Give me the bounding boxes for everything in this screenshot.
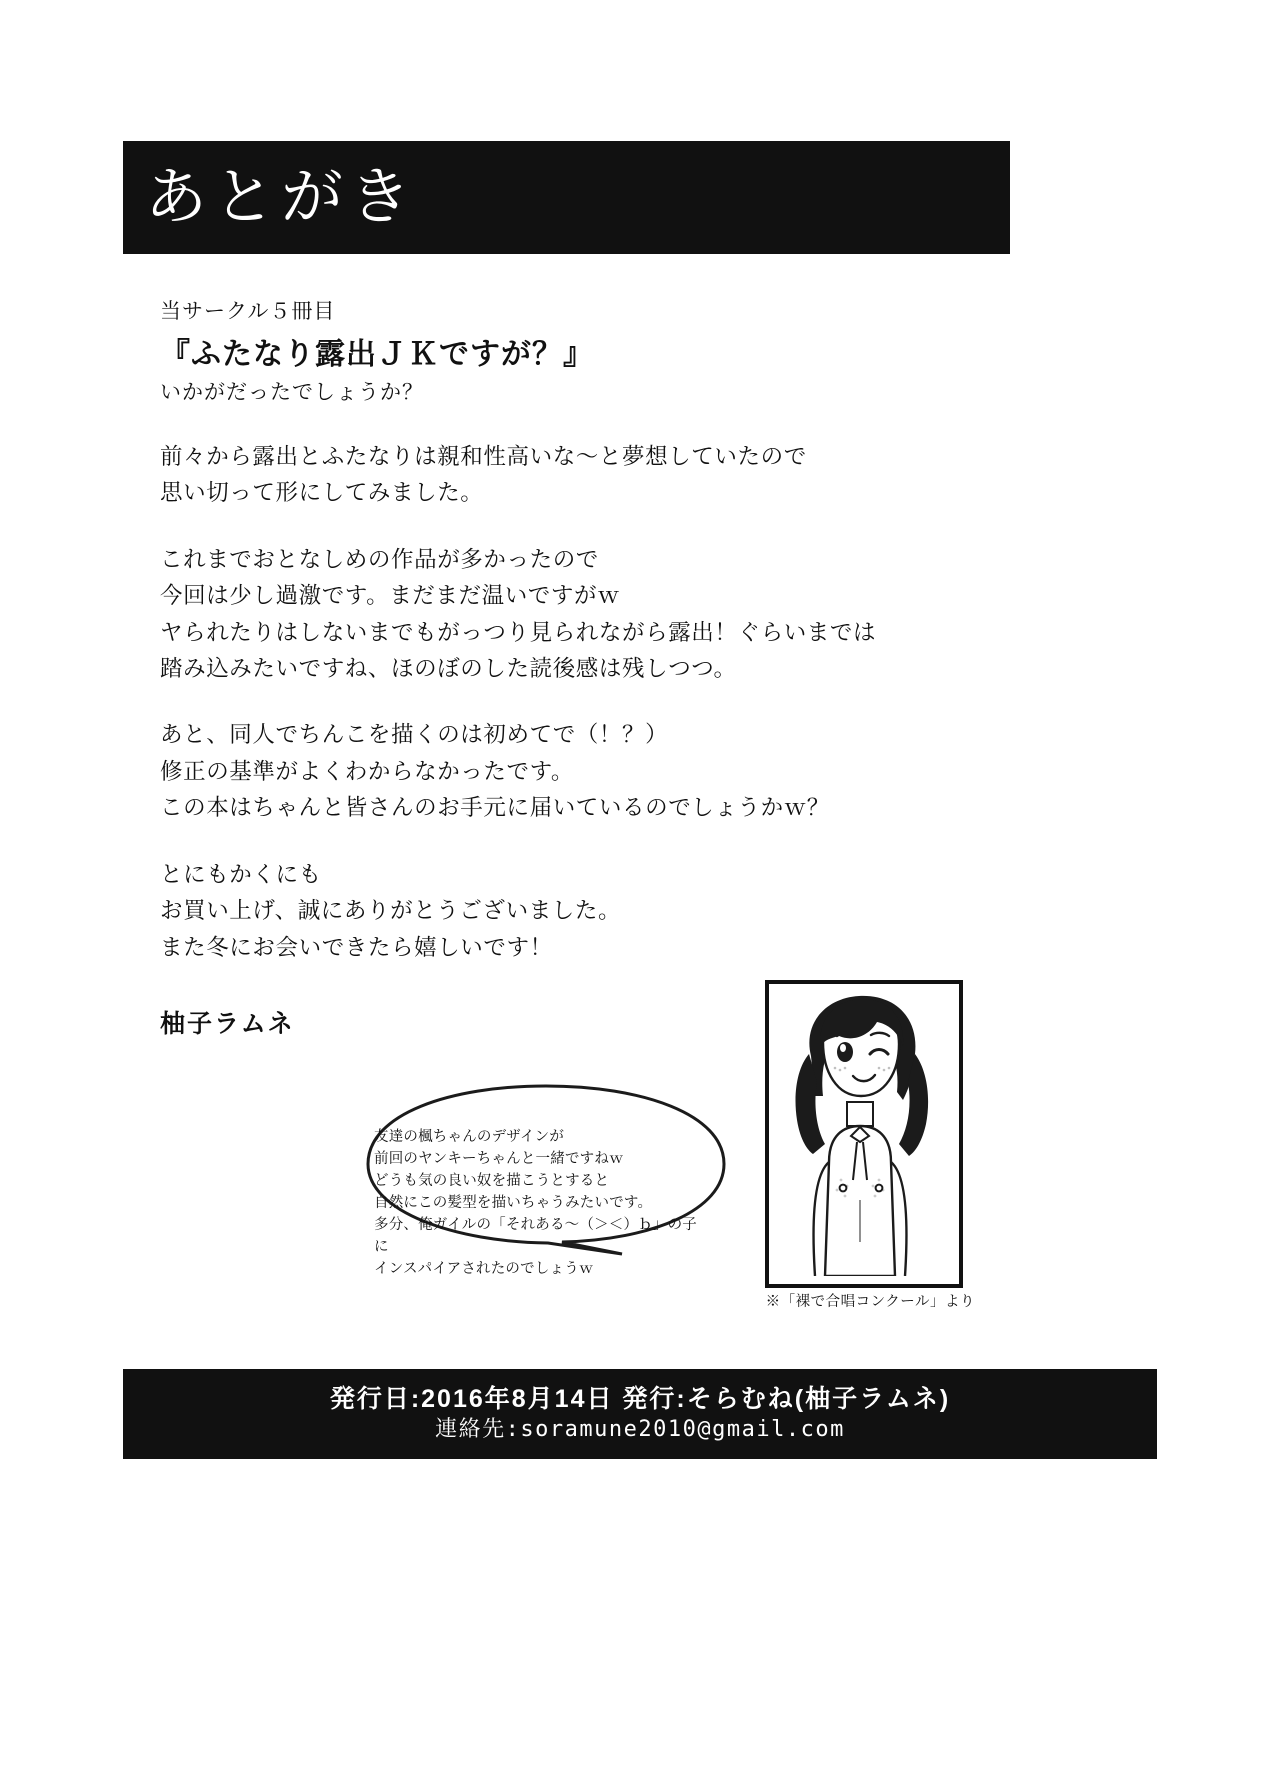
paragraph-line: 思い切って形にしてみました。	[160, 480, 484, 506]
balloon-line: インスパイアされたのでしょうｗ	[374, 1261, 594, 1278]
paragraph-1	[160, 439, 960, 512]
author-illustration	[765, 980, 963, 1288]
paragraph-4	[160, 857, 960, 966]
colophon-band	[123, 1369, 1157, 1459]
balloon-text	[374, 1126, 704, 1280]
author-signature: 柚子ラムネ	[160, 1010, 295, 1039]
paragraph-line: とにもかくにも	[160, 861, 322, 887]
paragraph-3	[160, 717, 960, 826]
balloon-line: 前回のヤンキーちゃんと一緒ですねｗ	[374, 1151, 624, 1168]
paragraph-line: これまでおとなしめの作品が多かったので	[160, 546, 599, 572]
paragraph-line: あと、同人でちんこを描くのは初めてで（！？）	[160, 722, 669, 748]
paragraph-line: 今回は少し過激です。まだまだ温いですがｗ	[160, 583, 621, 609]
afterword-header-band	[123, 141, 1010, 254]
circle-note: 当サークル５冊目	[160, 300, 336, 323]
paragraph-line: 踏み込みたいですね、ほのぼのした読後感は残しつつ。	[160, 656, 737, 681]
paragraph-2	[160, 542, 960, 688]
paragraph-line: この本はちゃんと皆さんのお手元に届いているのでしょうかｗ？	[160, 795, 830, 821]
paragraph-line: ヤられたりはしないまでもがっつり見られながら露出！ぐらいまでは	[160, 619, 877, 645]
work-title: 『ふたなり露出ＪＫですが？』	[160, 337, 594, 371]
intro-question: いかがだったでしょうか？	[160, 380, 424, 404]
contact-info: 連絡先:soramune2010@gmail.com	[435, 1417, 845, 1443]
balloon-line: 自然にこの髪型を描いちゃうみたいです。	[374, 1195, 653, 1212]
afterword-body	[160, 296, 960, 1040]
illustration-caption: ※「裸で合唱コンクール」より	[765, 1294, 975, 1310]
paragraph-line: また冬にお会いできたら嬉しいです！	[160, 934, 553, 960]
paragraph-line: 修正の基準がよくわからなかったです。	[160, 758, 575, 784]
paragraph-line: お買い上げ、誠にありがとうございました。	[160, 898, 622, 924]
girl-illustration-art	[769, 984, 951, 1276]
balloon-line: 多分、俺ガイルの「それある～（＞＜）ｂ」の子に	[374, 1217, 697, 1256]
publication-info: 発行日:2016年8月14日 発行:そらむね(柚子ラムネ)	[329, 1384, 951, 1413]
speech-balloon	[352, 1082, 742, 1277]
page-title: あとがき	[145, 162, 418, 232]
balloon-line: どうも気の良い奴を描こうとすると	[374, 1173, 610, 1190]
paragraph-line: 前々から露出とふたなりは親和性高いな～と夢想していたので	[160, 443, 807, 469]
balloon-line: 友達の楓ちゃんのデザインが	[374, 1129, 565, 1145]
